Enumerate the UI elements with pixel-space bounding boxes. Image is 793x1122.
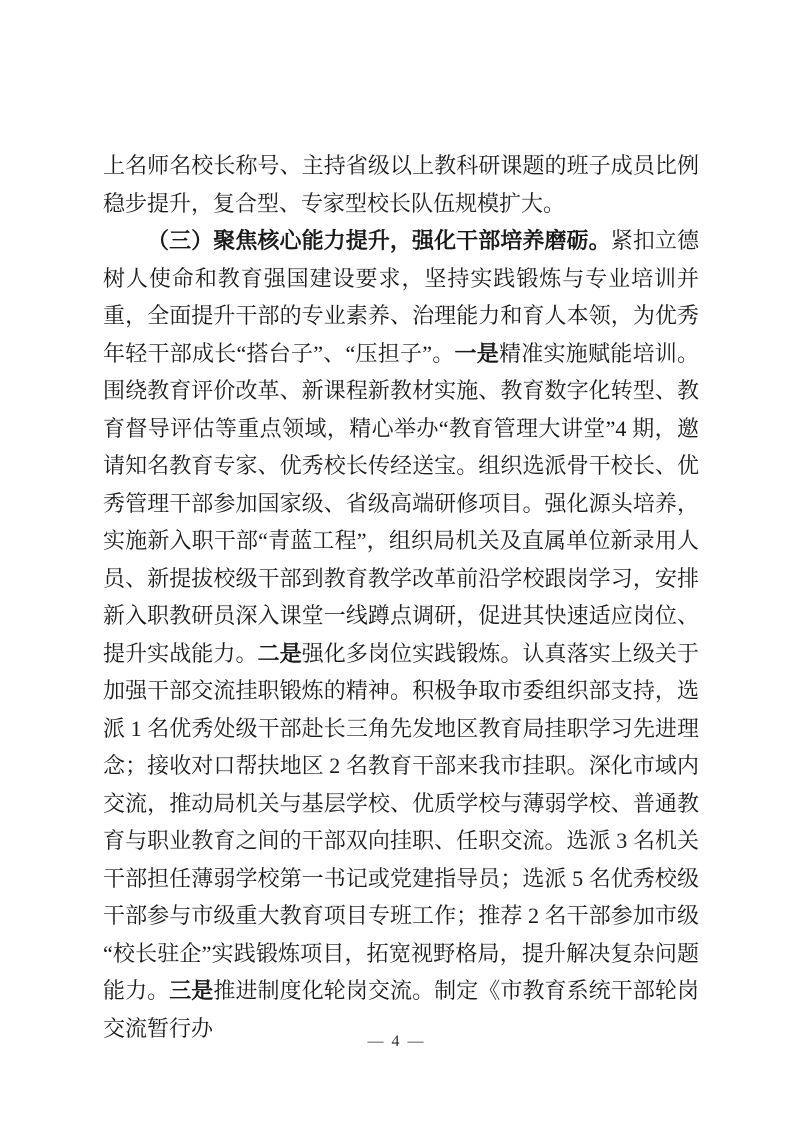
- bold-text-run: 二是: [257, 640, 302, 666]
- text-run: 紧扣立德树人使命和教育强国建设要求，坚持实践锻炼与专业培训并重，全面提升干部的专业素养、治理能力和育人本领，为优秀年轻干部成长“搭台子”、“压担子”。: [103, 228, 699, 366]
- bold-text-run: 三是: [169, 978, 214, 1003]
- bold-text-run: （三）聚焦核心能力提升，强化干部培养磨砺。: [147, 228, 611, 253]
- paragraph: [103, 222, 699, 1047]
- bold-text-run: 一是: [454, 340, 499, 366]
- document-body: [103, 147, 699, 1047]
- text-run: 精准实施赋能培训。围绕教育评价改革、新课程新教材实施、教育数字化转型、教育督导评估等重点领域，精心举办“教育管理大讲堂”4 期，邀请知名教育专家、优秀校长传经送宝。组织选派骨干校长、优秀管理干部参加国家级、省级高端研修项目。强化源头培养，实施新入职干部“青蓝工程”，组织局机关及直属单位新录用人员、新提拔校级干部到教育教学改革前沿学校跟岗学习，安排新入职教研员深入课堂一线蹲点调研，促进其快速适应岗位、提升实战能力。: [103, 340, 699, 666]
- text-run: 强化多岗位实践锻炼。认真落实上级关于加强干部交流挂职锻炼的精神。积极争取市委组织部支持，选派 1 名优秀处级干部赴长三角先发地区教育局挂职学习先进理念；接收对口帮扶地区 2 名教育干部来我市挂职。深化市域内交流，推动局机关与基层学校、优质学校与薄弱学校、普通教育与职业教育之间的干部双向挂职、任职交流。选派 3 名机关干部担任薄弱学校第一书记或党建指导员；选派 5 名优秀校级干部参与市级重大教育项目专班工作；推荐 2 名干部参加市级“校长驻企”实践锻炼项目，拓宽视野格局，提升解决复杂问题能力。: [103, 640, 699, 1003]
- page-number: — 4 —: [367, 1033, 426, 1050]
- text-run: 上名师名校长称号、主持省级以上教科研课题的班子成员比例稳步提升，复合型、专家型校长队伍规模扩大。: [103, 153, 699, 216]
- text-run: 推进制度化轮岗交流。制定《市教育系统干部轮岗交流暂行办: [103, 978, 699, 1041]
- paragraph: [103, 147, 699, 222]
